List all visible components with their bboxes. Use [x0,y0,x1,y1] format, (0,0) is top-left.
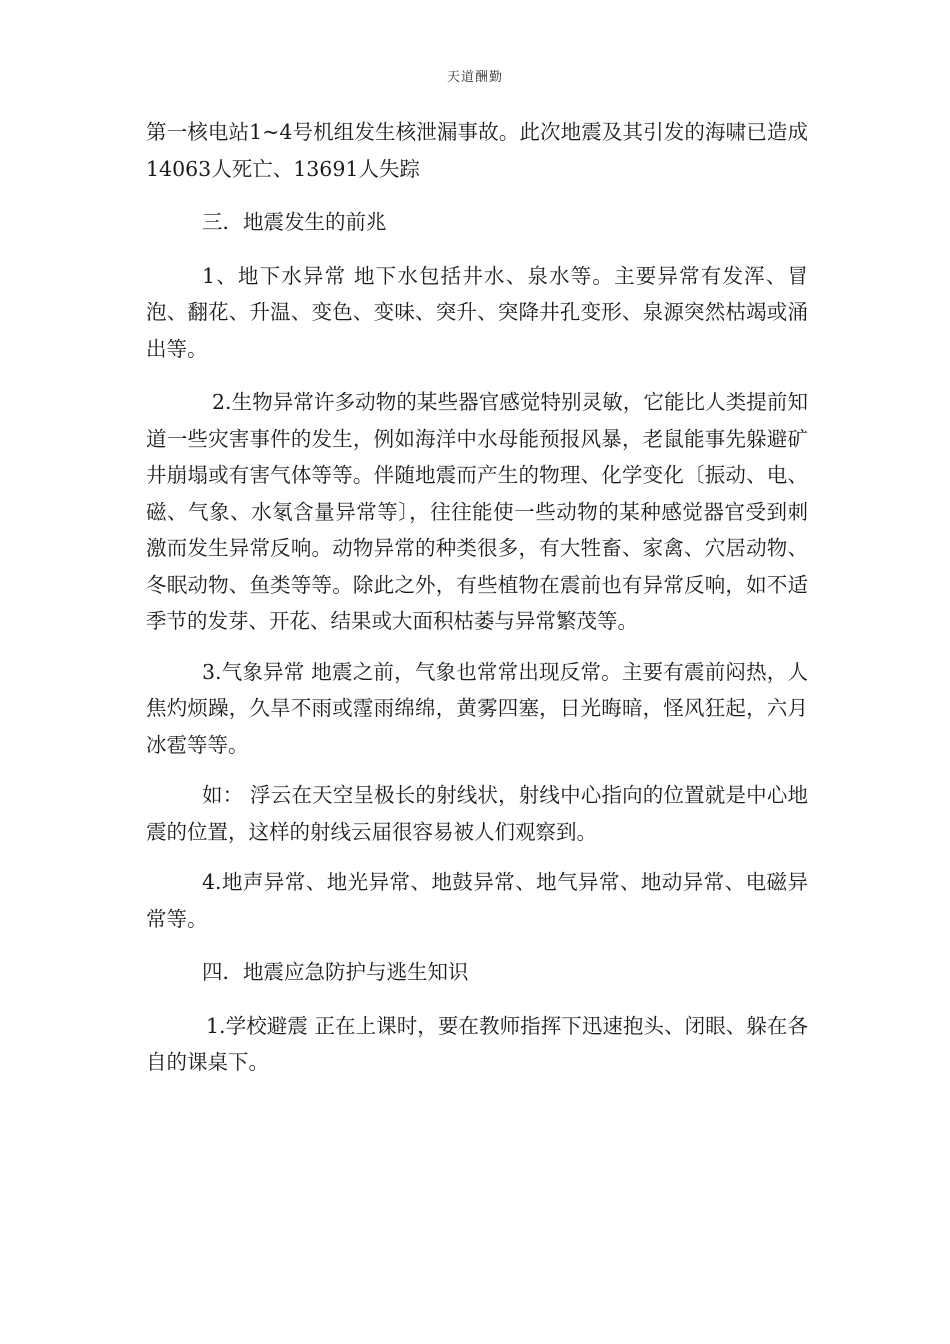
paragraph-example: 如： 浮云在天空呈极长的射线状，射线中心指向的位置就是中心地震的位置，这样的射线云届很容易被人们观察到。 [146,783,808,844]
paragraph-weather: 3.气象异常 地震之前，气象也常常出现反常。主要有震前闷热，人焦灼烦躁，久旱不雨或霪雨绵绵，黄雾四塞，日光晦暗，怪风狂起，六月冰雹等等。 [146,659,808,757]
page-header: 天道酬勤 [446,70,503,85]
section-heading-3: 三．地震发生的前兆 [202,210,387,234]
paragraph-other-anomalies: 4.地声异常、地光异常、地鼓异常、地气异常、地动异常、电磁异常等。 [146,870,808,931]
section-heading-4: 四．地震应急防护与逃生知识 [202,960,469,984]
paragraph-biological: 2.生物异常许多动物的某些器官感觉特别灵敏，它能比人类提前知道一些灾害事件的发生，例如海洋中水母能预报风暴，老鼠能事先躲避矿井崩塌或有害气体等等。伴随地震而产生的物理、化学变化〔振动、电、磁、气象、水氡含量异常等〕，往往能使一些动物的某种感觉器官受到刺激而发生异常反响。动物异常的种类很多，有大牲畜、家禽、穴居动物、冬眠动物、鱼类等等。除此之外，有些植物在震前也有异常反响，如不适季节的发芽、开花、结果或大面积枯萎与异常繁茂等。 [146,390,808,633]
paragraph-intro: 第一核电站1~4号机组发生核泄漏事故。此次地震及其引发的海啸已造成14063人死亡、13691人失踪 [146,120,808,181]
document-body [146,114,808,1081]
paragraph-groundwater: 1、地下水异常 地下水包括井水、泉水等。主要异常有发浑、冒泡、翻花、升温、变色、变味、突升、突降井孔变形、泉源突然枯竭或涌出等。 [146,263,808,361]
paragraph-school: 1.学校避震 正在上课时，要在教师指挥下迅速抱头、闭眼、躲在各自的课桌下。 [146,1013,808,1074]
